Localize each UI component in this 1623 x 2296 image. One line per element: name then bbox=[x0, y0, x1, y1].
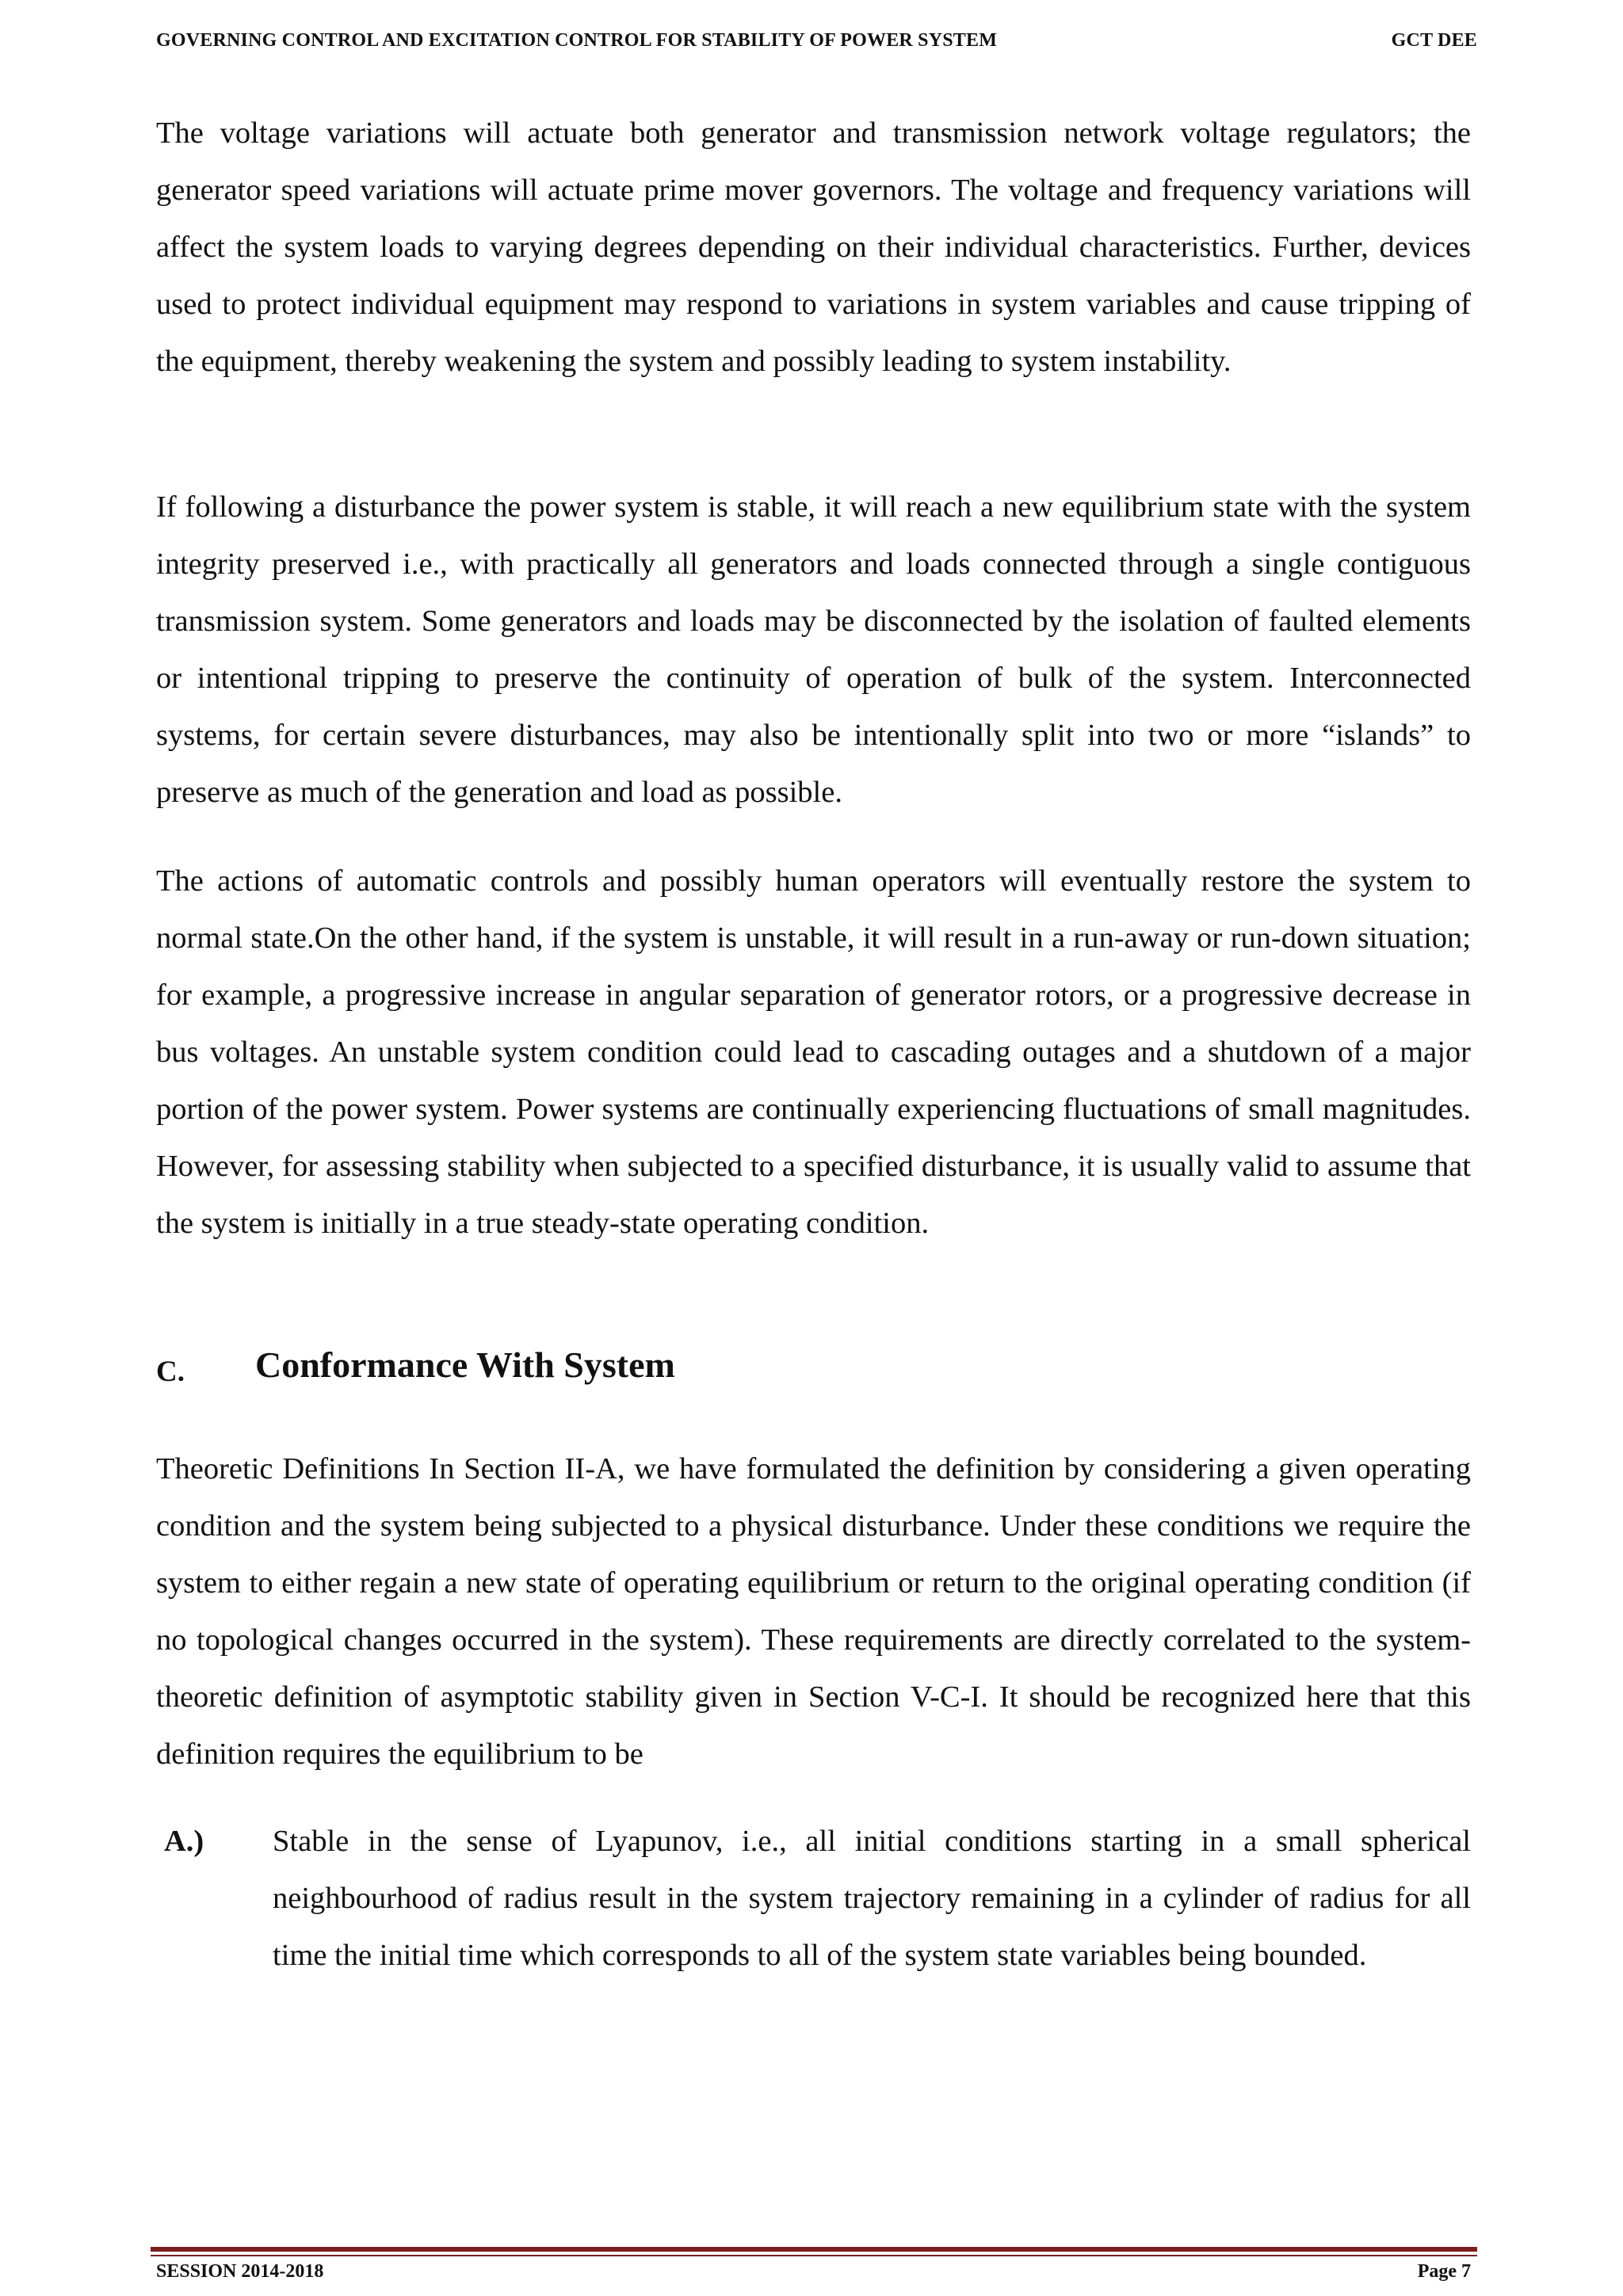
running-footer bbox=[156, 2261, 1471, 2288]
header-title: GOVERNING CONTROL AND EXCITATION CONTROL FOR STABILITY OF POWER SYSTEM bbox=[156, 30, 998, 51]
running-header bbox=[156, 30, 1477, 59]
body-paragraph: If following a disturbance the power system is stable, it will reach a new equilibrium state with the system integrity preserved i.e., with practically all generators and loads connected through a single contiguous transmission system. Some generators and loads may be disconnected by the isolation of faulted elements or intentional tripping to preserve the continuity of operation of bulk of the system. Interconnected systems, for certain severe disturbances, may also be intentionally split into two or more “islands” to preserve as much of the generation and load as possible. bbox=[156, 490, 1471, 809]
list-item bbox=[156, 1813, 1471, 2050]
list-item-text: Stable in the sense of Lyapunov, i.e., all initial conditions starting in a small spherical neighbourhood of radius result in the system trajectory remaining in a cylinder of radius for all time the initial time which corresponds to all of the system state variables being bounded. bbox=[273, 1825, 1471, 1972]
section-number: C. bbox=[156, 1356, 185, 1388]
list-item-marker: A.) bbox=[164, 1825, 204, 1858]
page-number: Page 7 bbox=[1417, 2261, 1471, 2282]
footer-rule-thin bbox=[151, 2255, 1477, 2256]
section-title: Conformance With System bbox=[255, 1344, 675, 1385]
footer-session: SESSION 2014-2018 bbox=[156, 2261, 324, 2282]
body-paragraph: The voltage variations will actuate both generator and transmission network voltage regulators; the generator speed variations will actuate prime mover governors. The voltage and frequency variations will affect the system loads to varying degrees depending on their individual characteristics. Further, devices used to protect individual equipment may respond to variations in system variables and cause tripping of the equipment, thereby weakening the system and possibly leading to system instability. bbox=[156, 116, 1471, 378]
section-paragraph: Theoretic Definitions In Section II-A, we have formulated the definition by considering a given operating condition and the system being subjected to a physical disturbance. Under these conditions we require the system to either regain a new state of operating equilibrium or return to the original operating condition (if no topological changes occurred in the system). These requirements are directly correlated to the system-theoretic definition of asymptotic stability given in Section V-C-I. It should be recognized here that this definition requires the equilibrium to be bbox=[156, 1452, 1471, 1771]
header-department: GCT DEE bbox=[1391, 30, 1477, 51]
footer-rule bbox=[151, 2247, 1477, 2252]
body-paragraph: The actions of automatic controls and possibly human operators will eventually restore the system to normal state.On the other hand, if the system is unstable, it will result in a run-away or run-down situation; for example, a progressive increase in angular separation of generator rotors, or a progressive decrease in bus voltages. An unstable system condition could lead to cascading outages and a shutdown of a major portion of the power system. Power systems are continually experiencing fluctuations of small magnitudes. However, for assessing stability when subjected to a specified disturbance, it is usually valid to assume that the system is initially in a true steady-state operating condition. bbox=[156, 864, 1471, 1240]
